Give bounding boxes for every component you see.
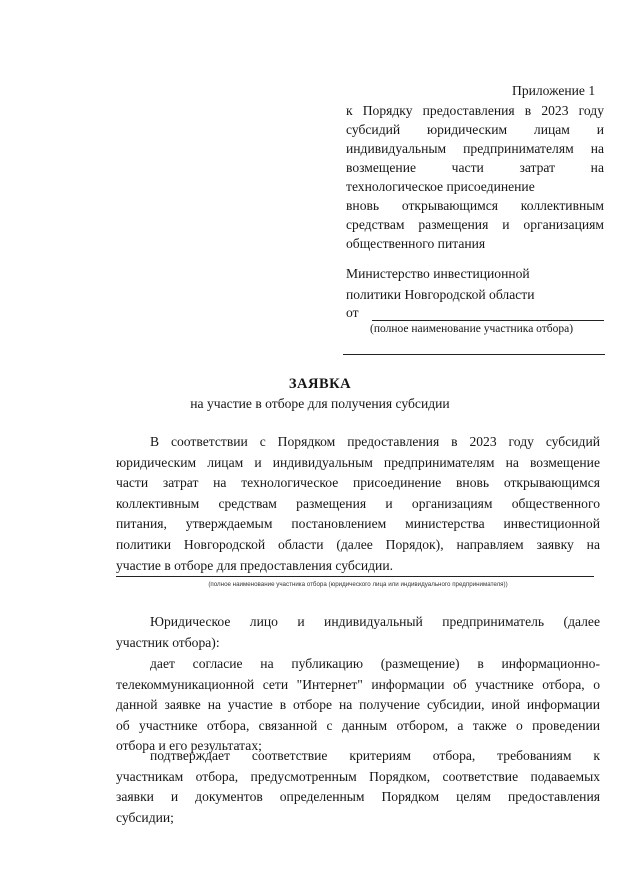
text-line: данной заявке на участие в отборе на получение субсидии, иной информации xyxy=(116,697,600,713)
text-line: В соответствии с Порядком предоставления в 2023 году субсидий xyxy=(150,434,600,449)
text-line: политики Новгородской области (далее Порядок), направляем заявку на xyxy=(116,536,600,552)
participant-caption: (полное наименование участника отбора (юридического лица или индивидуального предпринимателя)) xyxy=(208,581,508,588)
text-line: заявки и документов определенным Порядком целям предоставления xyxy=(116,789,600,805)
paragraph-intro xyxy=(116,432,600,576)
text-line: юридическим лицам и индивидуальным предпринимателям на возмещение xyxy=(116,454,600,470)
text-line: подтверждает соответствие критериям отбора, требованиям к xyxy=(150,748,600,763)
text-line: дает согласие на публикацию (размещение) в информационно- xyxy=(150,656,600,671)
addressee-line: Министерство инвестиционной xyxy=(346,266,530,281)
text-line: коллективным средствам размещения и организациям общественного xyxy=(116,495,600,511)
paragraph-consent xyxy=(116,654,600,757)
participant-fill-line xyxy=(116,576,594,577)
addressee-line: политики Новгородской области xyxy=(346,287,535,302)
appendix-label: Приложение 1 xyxy=(512,83,596,98)
text-line: об участнике отбора, связанной с данным отбором, а также о проведении xyxy=(116,717,600,733)
paragraph-participant xyxy=(116,612,600,653)
text-line: Юридическое лицо и индивидуальный предприниматель (далее xyxy=(150,614,600,629)
appendix-line: индивидуальным предпринимателям на xyxy=(346,141,604,156)
text-line: участник отбора): xyxy=(116,634,220,650)
paragraph-confirmation xyxy=(116,746,600,828)
appendix-description xyxy=(346,101,604,253)
addressee-block xyxy=(346,263,535,305)
appendix-line: вновь открывающимся коллективным xyxy=(346,198,604,213)
text-line: телекоммуникационной сети "Интернет" информации об участнике отбора, о xyxy=(116,676,600,692)
appendix-line: технологическое присоединение xyxy=(346,179,535,194)
document-title: ЗАЯВКА xyxy=(288,376,352,392)
from-fill-line-2 xyxy=(343,354,605,355)
appendix-line: средствам размещения и организациям xyxy=(346,217,604,232)
from-fill-line xyxy=(372,320,604,321)
text-line: субсидии; xyxy=(116,809,174,825)
text-line: участие в отборе для предоставления субсидии. xyxy=(116,557,393,573)
from-label: от xyxy=(346,305,359,320)
appendix-line: субсидий юридическим лицам и xyxy=(346,122,604,137)
text-line: отбора и его результатах; xyxy=(116,738,262,754)
text-line: питания, утверждаемым постановлением министерства инвестиционной xyxy=(116,516,600,532)
appendix-line: возмещение части затрат на xyxy=(346,160,604,175)
appendix-line: к Порядку предоставления в 2023 году xyxy=(346,103,604,118)
from-caption: (полное наименование участника отбора) xyxy=(370,323,574,335)
appendix-line: общественного питания xyxy=(346,236,486,251)
text-line: участникам отбора, предусмотренным Порядком, соответствие подаваемых xyxy=(116,768,600,784)
text-line: части затрат на технологическое присоединение вновь открывающимся xyxy=(116,475,600,491)
document-subtitle: на участие в отборе для получения субсидии xyxy=(190,396,450,411)
